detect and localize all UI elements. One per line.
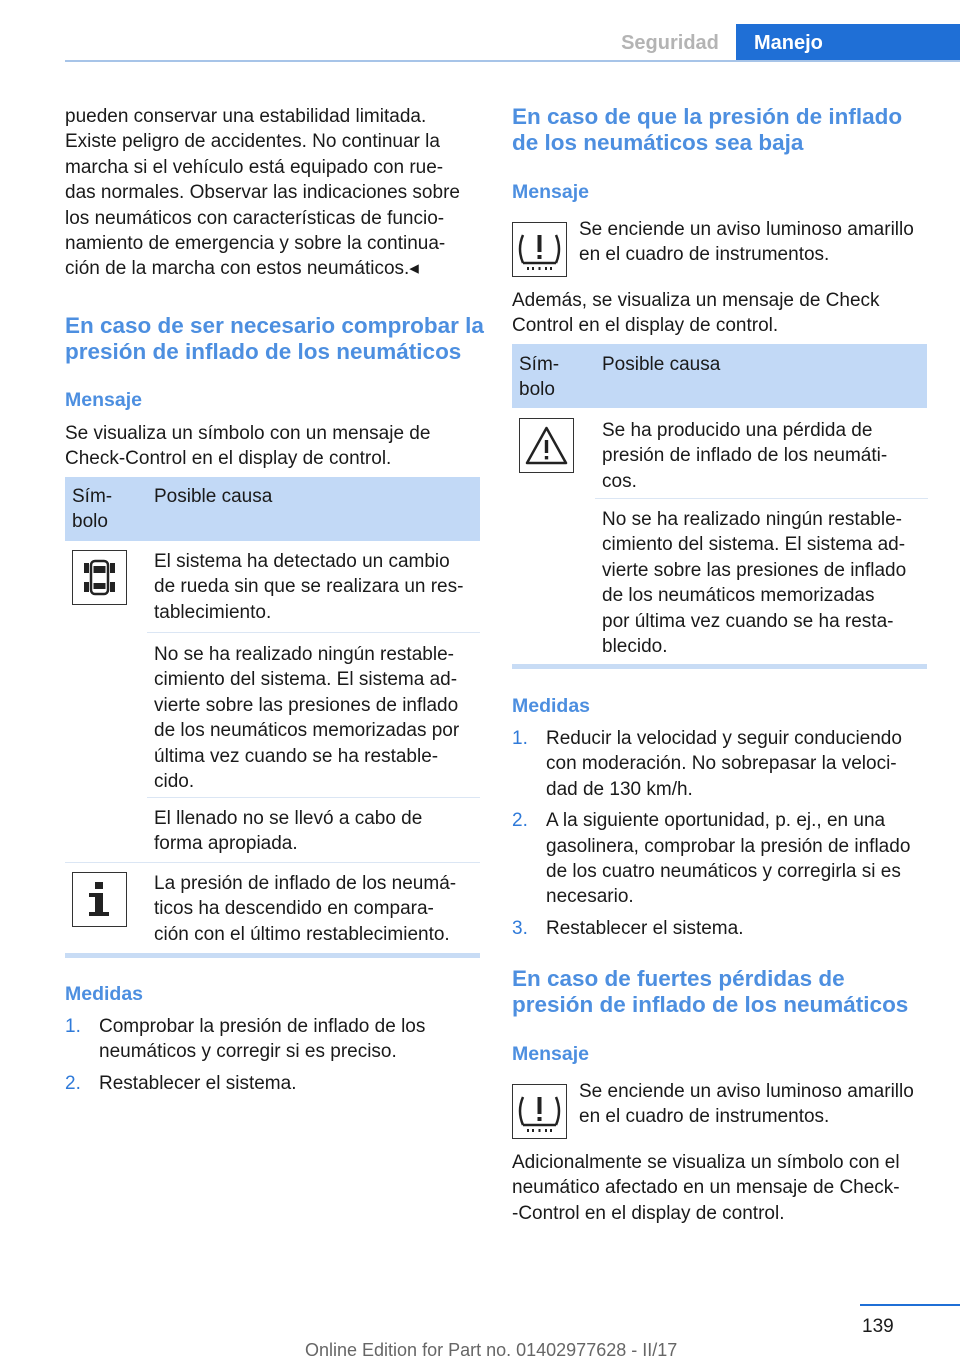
medidas-list [512,726,942,941]
tpms-warning-icon [512,1084,567,1139]
section-heading-low-pressure: En caso de que la presión de inflado de los neumáticos sea baja [512,104,903,155]
tab-seguridad[interactable]: Seguridad [621,31,719,54]
table-col-symbol: Sím- bolo [72,486,113,533]
header-divider [65,60,960,62]
cause-pressure-drop: La presión de inflado de los neumá- ticos ha descendido en compara- ción con el último restablecimiento. [154,873,457,945]
list-item: 1. Reducir la velocidad y seguir conduciendo con moderación. No sobrepasar la veloci- dad de 130 km/h. [512,728,902,800]
mensaje-text: Se visualiza un símbolo con un mensaje de Check-Control en el display de control. [65,423,431,470]
list-item: 2. A la siguiente oportunidad, p. ej., en una gasolinera, comprobar la presión de inflado de los cuatro neumáticos y corregirla si es necesario. [512,810,911,908]
mensaje-label: Mensaje [512,181,589,203]
cause-no-reset: No se ha realizado ningún restable- cimiento del sistema. El sistema ad- vierte sobre las presiones de inflado de los neumáticos memorizadas por última vez cuando se ha restable- cido. [154,644,460,793]
intro-paragraph: pueden conservar una estabilidad limitada. Existe peligro de accidentes. No continuar la marcha si el vehículo está equipado con rue- das normales. Observar las indicaciones sobre los neumáticos con características de funcio- namiento de emergencia y sobre la continua- ción de la marcha con estos neumáticos.◂ [65,106,460,280]
table-header [65,477,480,541]
list-item: 2. Restablecer el sistema. [65,1072,297,1094]
medidas-label: Medidas [65,983,144,1005]
amber-warning-text: Se enciende un aviso luminoso amarillo en el cuadro de instrumentos. [579,1081,914,1128]
table-end-bar [65,953,480,958]
cause-pressure-loss: Se ha producido una pérdida de presión de inflado de los neumáti- cos. [602,420,888,492]
tpms-warning-icon [512,222,567,277]
page-number: 139 [862,1316,894,1337]
edition-text: Online Edition for Part no. 01402977628 - II/17 [305,1340,678,1360]
medidas-label: Medidas [512,695,591,717]
mensaje-label: Mensaje [65,389,142,411]
table-end-bar [512,664,927,669]
row-divider [595,498,928,499]
list-item: 1. Comprobar la presión de inflado de los neumáticos y corregir si es preciso. [65,1016,426,1063]
row-divider [65,862,480,863]
table-col-symbol: Sím- bolo [519,354,560,401]
adicional-text: Adicionalmente se visualiza un símbolo con el neumático afectado en un mensaje de Check- -Control en el display de control. [512,1152,900,1224]
section-heading-check-pressure: En caso de ser necesario comprobar la presión de inflado de los neumáticos [65,313,484,364]
row-divider [147,632,480,633]
amber-warning-text: Se enciende un aviso luminoso amarillo en el cuadro de instrumentos. [579,219,914,266]
ademas-text: Además, se visualiza un mensaje de Check Control en el display de control. [512,290,880,337]
cause-wheel-change: El sistema ha detectado un cambio de rueda sin que se realizara un res- tablecimiento. [154,551,464,623]
list-item: 3. Restablecer el sistema. [512,917,744,939]
car-wheels-icon [72,550,127,605]
warning-triangle-icon [519,418,574,473]
row-divider [147,797,480,798]
table-col-cause: Posible causa [602,354,721,375]
medidas-list [65,1014,485,1096]
section-heading-strong-loss: En caso de fuertes pérdidas de presión de inflado de los neumáticos [512,966,909,1017]
table-col-cause: Posible causa [154,486,273,507]
cause-filling: El llenado no se llevó a cabo de forma apropiada. [154,808,423,855]
cause-no-reset: No se ha realizado ningún restable- cimiento del sistema. El sistema ad- vierte sobre las presiones de inflado de los neumáticos memorizadas por última vez cuando se ha resta- blecido. [602,509,907,658]
footer-divider [860,1304,960,1306]
mensaje-label: Mensaje [512,1043,589,1065]
tab-manejo[interactable]: Manejo [736,24,960,62]
info-icon [72,872,127,927]
